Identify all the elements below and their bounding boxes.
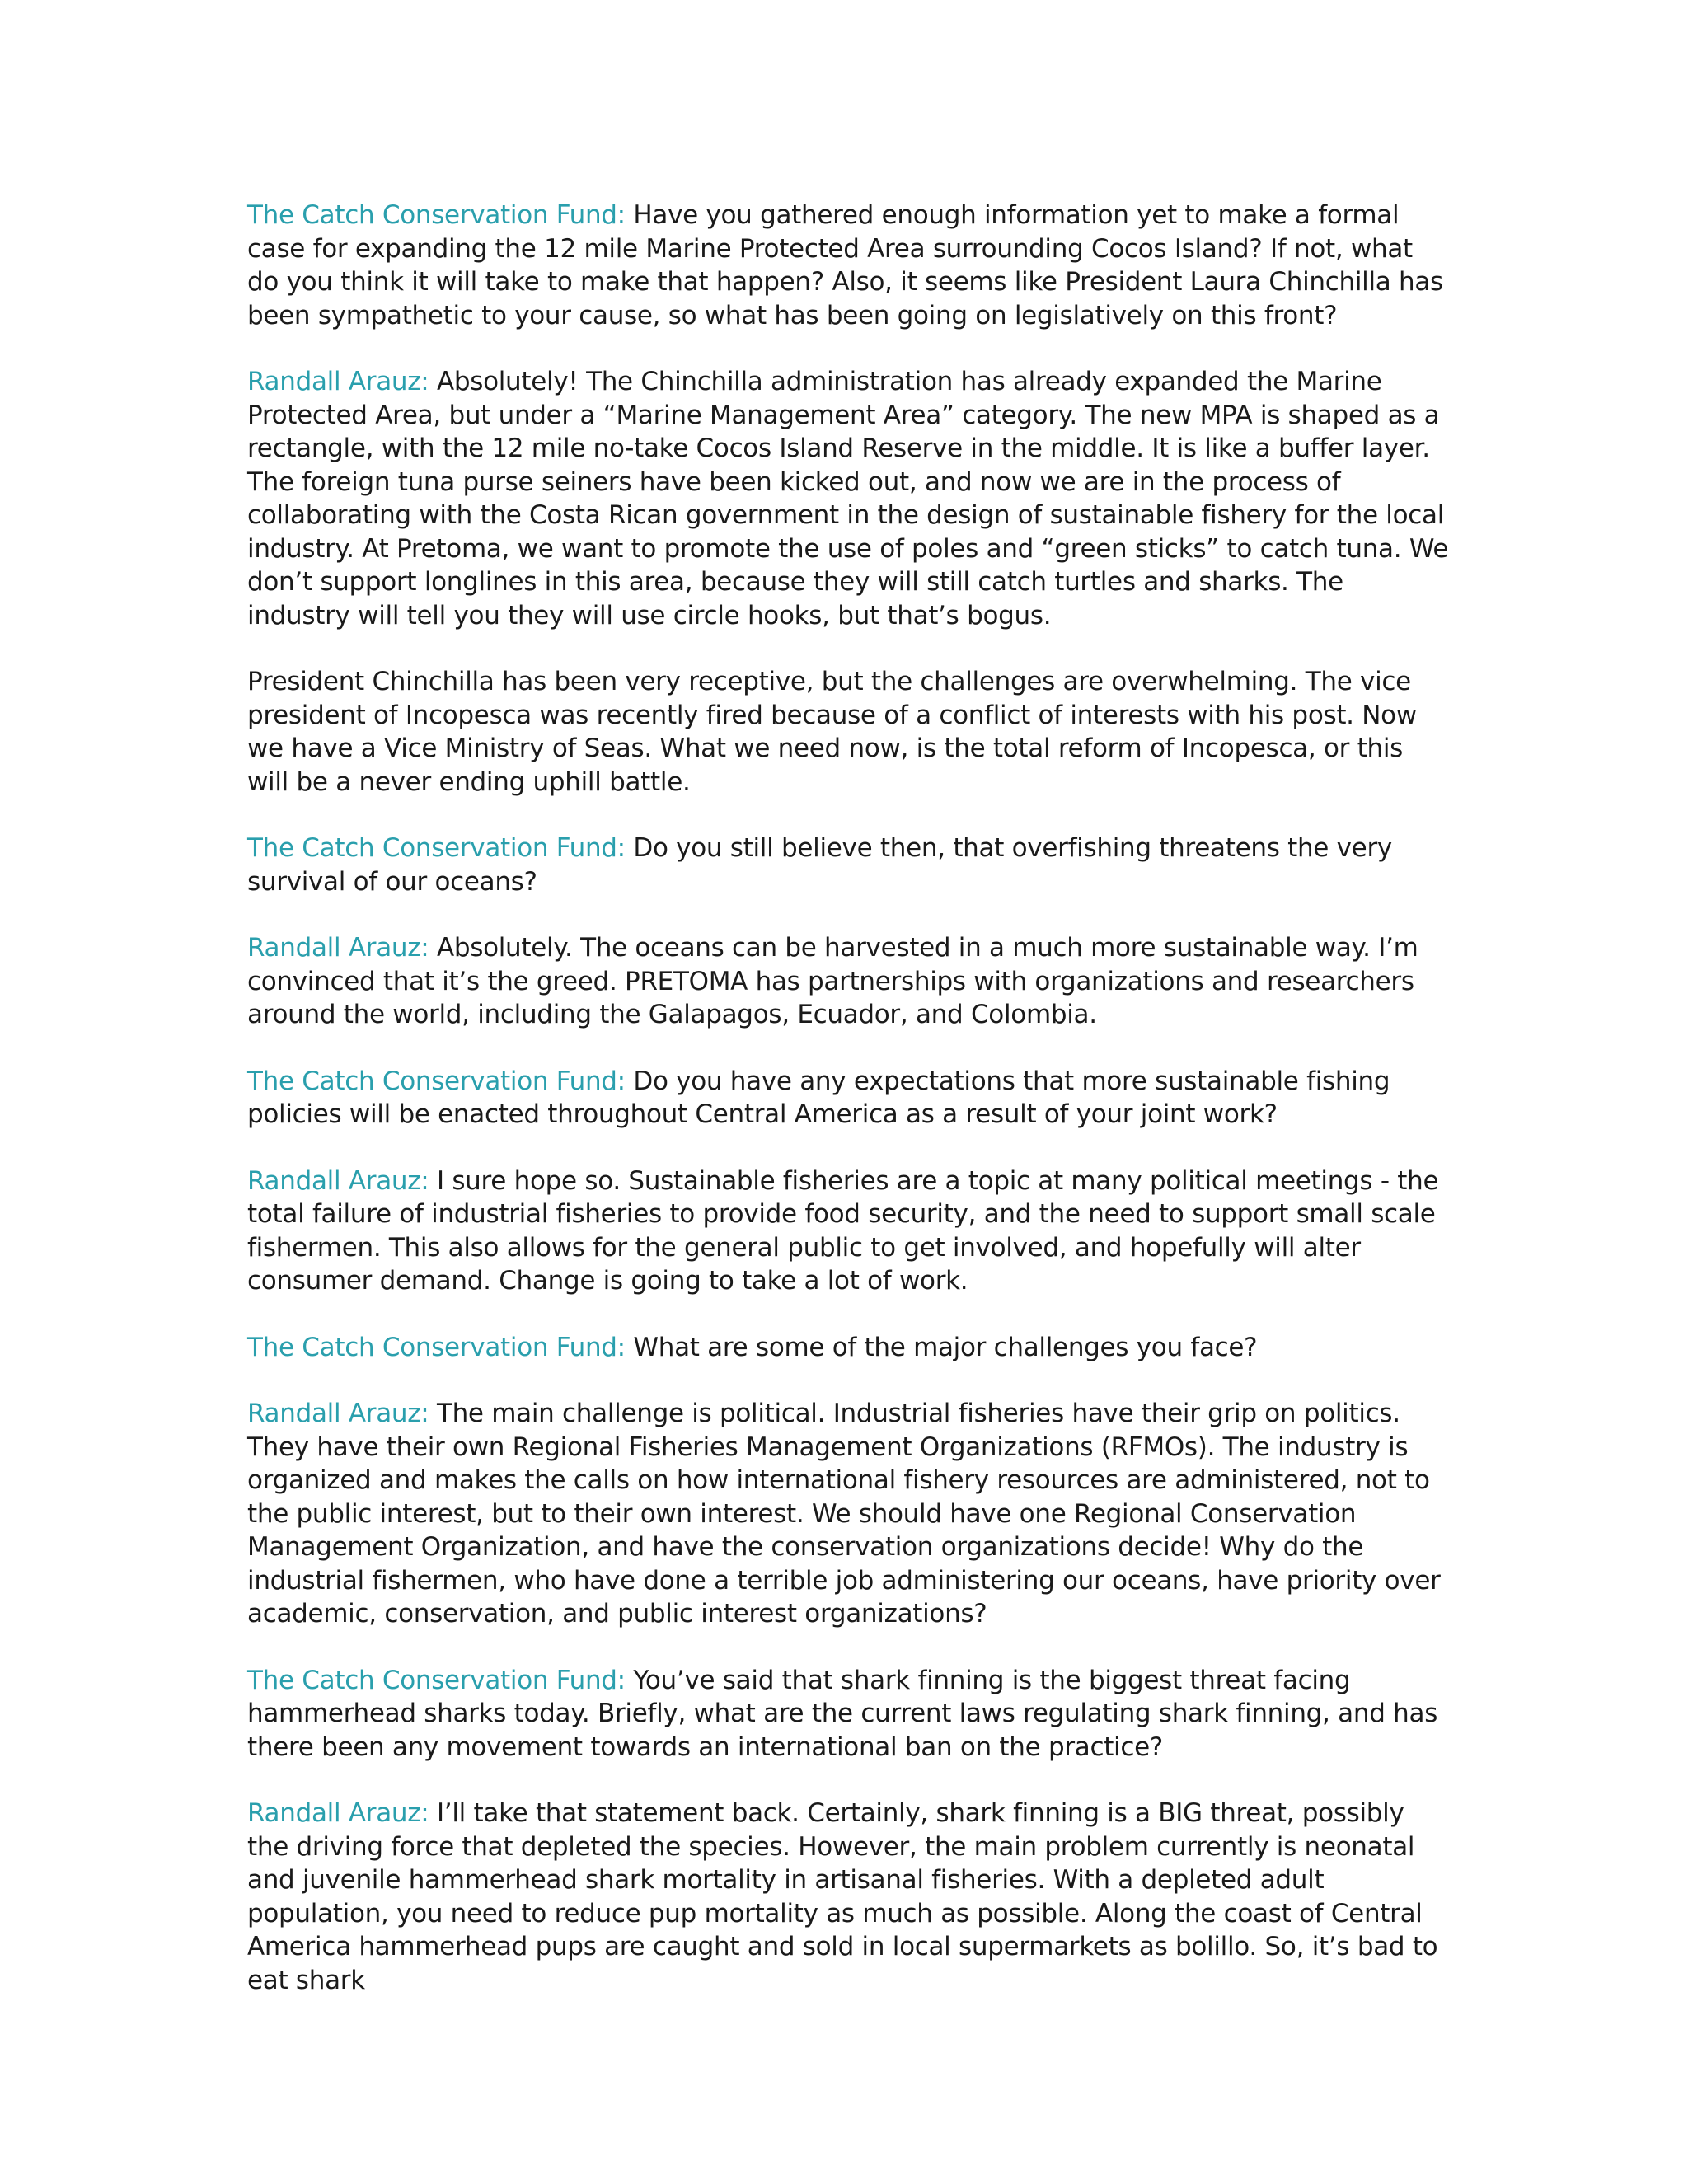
paragraph-text: President Chinchilla has been very receptive, but the challenges are overwhelming. The vice president of Incopesca was recently fired because of a conflict of interests with his post. Now we have a Vice Ministry of Seas. What we need now, is the total reform of Incopesca, or this will be a never ending uphill battle. <box>247 667 1417 797</box>
paragraph-text: Absolutely. The oceans can be harvested in a much more sustainable way. I’m convinced that it’s the greed. PRETOMA has partnerships with organizations and researchers around the world, including the Galapagos, Ecuador, and Colombia. <box>247 933 1418 1029</box>
paragraph-text: You’ve said that shark finning is the biggest threat facing hammerhead sharks today. Briefly, what are the current laws regulating shark finning, and has there been any movement towards an international ban on the practice? <box>247 1665 1438 1762</box>
paragraph-text: Do you have any expectations that more sustainable fishing policies will be enacted throughout Central America as a result of your joint work? <box>247 1066 1390 1129</box>
paragraph-text: Have you gathered enough information yet to make a formal case for expanding the 12 mile Marine Protected Area surrounding Cocos Island? If not, what do you think it will take to make that happen? Also, it seems like President Laura Chinchilla has been sympathetic to your cause, so what has been going on legislatively on this front? <box>247 200 1443 330</box>
speaker-label: The Catch Conservation Fund: <box>247 1066 626 1096</box>
speaker-label: The Catch Conservation Fund: <box>247 1332 626 1362</box>
speaker-label: Randall Arauz: <box>247 1399 429 1428</box>
paragraph-text: Absolutely! The Chinchilla administration has already expanded the Marine Protected Area, but under a “Marine Management Area” category. The new MPA is shaped as a rectangle, with the 12 mile no-take Cocos Island Reserve in the middle. It is like a buffer layer. The foreign tuna purse seiners have been kicked out, and now we are in the process of collaborating with the Costa Rican government in the design of sustainable fishery for the local industry. At Pretoma, we want to promote the use of poles and “green sticks” to catch tuna. We don’t support longlines in this area, because they will still catch turtles and sharks. The industry will tell you they will use circle hooks, but that’s bogus. <box>247 367 1449 630</box>
paragraph-text: I sure hope so. Sustainable fisheries are a topic at many political meetings - the total failure of industrial fisheries to provide food security, and the need to support small scale fishermen. This also allows for the general public to get involved, and hopefully will alter consumer demand. Change is going to take a lot of work. <box>247 1165 1439 1296</box>
document-page <box>247 199 1451 2030</box>
interview-question <box>247 1065 1451 1132</box>
interview-answer <box>247 931 1451 1032</box>
speaker-label: Randall Arauz: <box>247 933 429 963</box>
speaker-label: The Catch Conservation Fund: <box>247 200 626 230</box>
interview-answer <box>247 365 1451 632</box>
interview-question <box>247 199 1451 332</box>
interview-question <box>247 832 1451 898</box>
speaker-label: Randall Arauz: <box>247 1798 429 1828</box>
interview-answer <box>247 1797 1451 1997</box>
speaker-label: The Catch Conservation Fund: <box>247 833 626 863</box>
speaker-label: Randall Arauz: <box>247 1165 429 1196</box>
paragraph-text: Do you still believe then, that overfishing threatens the very survival of our oceans? <box>247 833 1392 897</box>
paragraph-text: The main challenge is political. Industrial fisheries have their grip on politics. They have their own Regional Fisheries Management Organizations (RFMOs). The industry is organized and makes the calls on how international fishery resources are administered, not to the public interest, but to their own interest. We should have one Regional Conservation Management Organization, and have the conservation organizations decide! Why do the industrial fishermen, who have done a terrible job administering our oceans, have priority over academic, conservation, and public interest organizations? <box>247 1399 1441 1629</box>
speaker-label: The Catch Conservation Fund: <box>247 1665 626 1695</box>
interview-question <box>247 1664 1451 1765</box>
paragraph-text: What are some of the major challenges you face? <box>633 1332 1258 1362</box>
paragraph-text: I’ll take that statement back. Certainly, shark finning is a BIG threat, possibly the driving force that depleted the species. However, the main problem currently is neonatal and juvenile hammerhead shark mortality in artisanal fisheries. With a depleted adult population, you need to reduce pup mortality as much as possible. Along the coast of Central America hammerhead pups are caught and sold in local supermarkets as bolillo. So, it’s bad to eat shark <box>247 1798 1438 1995</box>
interview-answer-continued <box>247 665 1451 799</box>
interview-answer <box>247 1165 1451 1298</box>
speaker-label: Randall Arauz: <box>247 367 429 396</box>
interview-answer <box>247 1397 1451 1631</box>
interview-question <box>247 1331 1451 1365</box>
